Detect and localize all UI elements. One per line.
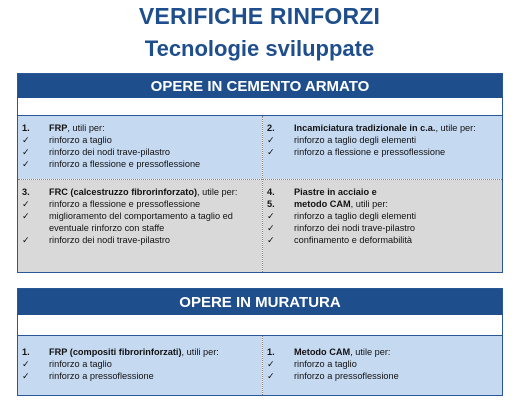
card-title: FRP xyxy=(49,123,68,133)
card-title-suffix: , utile per: xyxy=(350,347,391,357)
card-title-suffix: , utili per: xyxy=(67,123,105,133)
card-title-suffix: , utile per: xyxy=(435,123,476,133)
check-icon: ✓ xyxy=(22,147,30,157)
check-icon: ✓ xyxy=(267,371,275,381)
check-icon: ✓ xyxy=(22,135,30,145)
check-icon: ✓ xyxy=(267,359,275,369)
card-title: Piastre in acciaio e xyxy=(294,187,377,197)
card-frp xyxy=(18,116,262,179)
card-title: FRP (compositi fibrorinforzati) xyxy=(49,347,182,357)
card-cam-muratura xyxy=(263,336,502,395)
card-title-suffix: , utile per: xyxy=(197,187,238,197)
card-frp-muratura xyxy=(18,336,262,395)
item-number: 5. xyxy=(267,199,275,209)
list-item: rinforzo a pressoflessione xyxy=(49,371,154,381)
item-number: 1. xyxy=(22,123,30,133)
section-muratura xyxy=(17,288,503,396)
item-number: 1. xyxy=(267,347,275,357)
section-header: OPERE IN MURATURA xyxy=(18,289,502,316)
card-title: FRC (calcestruzzo fibrorinforzato) xyxy=(49,187,198,197)
spacer xyxy=(18,316,502,336)
list-item: rinforzo dei nodi trave-pilastro xyxy=(49,147,171,157)
check-icon: ✓ xyxy=(267,211,275,221)
list-item: rinforzo dei nodi trave-pilastro xyxy=(49,235,171,245)
card-frc xyxy=(18,180,262,272)
card-title-suffix: , utili per: xyxy=(181,347,219,357)
item-number: 4. xyxy=(267,187,275,197)
list-item: miglioramento del comportamento a taglio ed xyxy=(49,211,233,221)
list-item: confinamento e deformabilità xyxy=(294,235,412,245)
list-item: rinforzo a taglio degli elementi xyxy=(294,135,417,145)
divider xyxy=(18,179,502,180)
section-cemento-armato xyxy=(17,73,503,273)
card-title: Metodo CAM xyxy=(294,347,351,357)
list-item: rinforzo a flessione e pressoflessione xyxy=(294,147,446,157)
list-item: rinforzo a taglio xyxy=(49,359,112,369)
cards-grid xyxy=(18,116,502,272)
list-item-continuation: eventuale rinforzo con staffe xyxy=(49,223,165,233)
list-item: rinforzo a pressoflessione xyxy=(294,371,399,381)
check-icon: ✓ xyxy=(267,223,275,233)
list-item: rinforzo a flessione e pressoflessione xyxy=(49,199,201,209)
check-icon: ✓ xyxy=(22,211,30,221)
check-icon: ✓ xyxy=(22,371,30,381)
check-icon: ✓ xyxy=(22,159,30,169)
list-item: rinforzo a taglio xyxy=(49,135,112,145)
card-title-suffix: , utili per: xyxy=(350,199,388,209)
list-item: rinforzo a taglio xyxy=(294,359,357,369)
check-icon: ✓ xyxy=(22,199,30,209)
card-title: metodo CAM xyxy=(294,199,351,209)
card-incamiciatura xyxy=(263,116,502,179)
page-subtitle: Tecnologie sviluppate xyxy=(144,36,375,61)
check-icon: ✓ xyxy=(267,147,275,157)
list-item: rinforzo dei nodi trave-pilastro xyxy=(294,223,416,233)
check-icon: ✓ xyxy=(22,359,30,369)
card-piastre-cam xyxy=(263,180,502,272)
list-item: rinforzo a taglio degli elementi xyxy=(294,211,417,221)
item-number: 1. xyxy=(22,347,30,357)
item-number: 2. xyxy=(267,123,275,133)
cards-grid xyxy=(18,336,502,395)
divider xyxy=(262,116,263,272)
item-number: 3. xyxy=(22,187,30,197)
check-icon: ✓ xyxy=(267,235,275,245)
card-title: Incamiciatura tradizionale in c.a. xyxy=(294,123,436,133)
divider xyxy=(262,336,263,395)
section-header: OPERE IN CEMENTO ARMATO xyxy=(18,74,502,99)
check-icon: ✓ xyxy=(267,135,275,145)
page-title: VERIFICHE RINFORZI xyxy=(138,3,381,29)
list-item: rinforzo a flessione e pressoflessione xyxy=(49,159,201,169)
check-icon: ✓ xyxy=(22,235,30,245)
spacer xyxy=(18,99,502,116)
